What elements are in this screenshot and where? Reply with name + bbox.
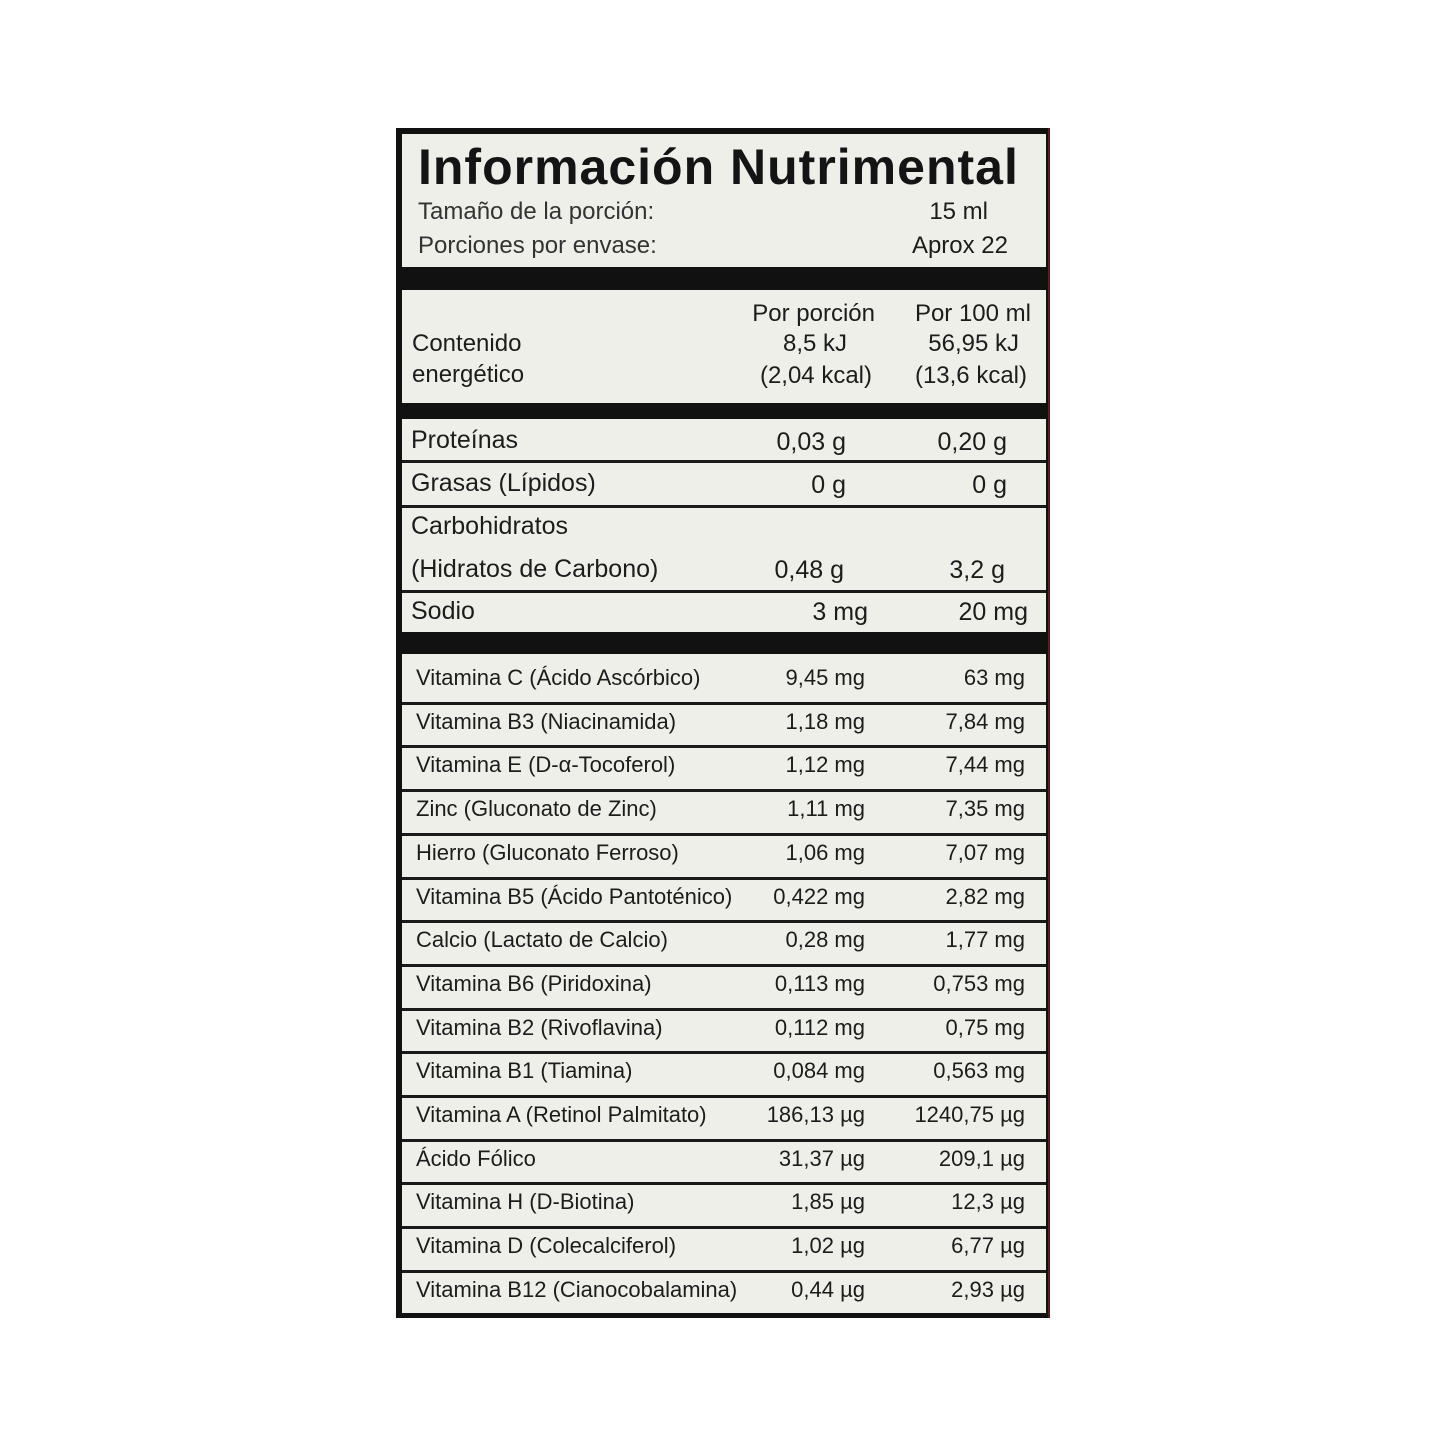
vitamin-name: Vitamina B12 (Cianocobalamina) xyxy=(416,1276,738,1302)
vitamin-portion: 1,06 mg xyxy=(785,839,865,865)
vitamin-100ml: 0,75 mg xyxy=(945,1014,1025,1040)
energy-100ml-kcal: (13,6 kcal) xyxy=(914,362,1027,389)
row-divider xyxy=(402,1008,1046,1011)
vitamin-portion: 0,44 µg xyxy=(791,1276,865,1302)
vitamin-name: Vitamina B5 (Ácido Pantoténico) xyxy=(416,883,733,909)
vitamin-name: Vitamina H (D-Biotina) xyxy=(416,1189,635,1215)
energy-portion-kcal: (2,04 kcal) xyxy=(759,362,872,389)
vitamin-name: Vitamina B2 (Rivoflavina) xyxy=(416,1014,663,1040)
vitamin-100ml: 2,93 µg xyxy=(951,1276,1025,1302)
fats-100ml: 0 g xyxy=(972,471,1007,499)
vitamin-portion: 0,084 mg xyxy=(773,1058,865,1084)
sodium-100ml: 20 mg xyxy=(958,598,1028,626)
sodium-name: Sodio xyxy=(411,597,475,625)
vitamin-name: Vitamina E (D-α-Tocoferol) xyxy=(416,752,676,778)
vitamin-portion: 31,37 µg xyxy=(778,1145,865,1171)
vitamin-portion: 9,45 mg xyxy=(785,665,865,690)
row-divider xyxy=(402,1139,1046,1142)
row-divider xyxy=(402,920,1046,923)
vitamin-portion: 0,112 mg xyxy=(774,1014,865,1040)
proteins-100ml: 0,20 g xyxy=(937,428,1007,456)
row-divider xyxy=(402,460,1046,463)
row-divider xyxy=(402,789,1046,792)
energy-label-line2: energético xyxy=(412,361,525,388)
row-divider xyxy=(402,877,1046,880)
vitamin-100ml: 7,07 mg xyxy=(945,839,1025,865)
vitamin-name: Vitamina C (Ácido Ascórbico) xyxy=(416,665,701,690)
row-divider xyxy=(402,1226,1046,1229)
row-divider xyxy=(402,964,1046,967)
fats-portion: 0 g xyxy=(811,471,846,499)
vitamin-name: Zinc (Gluconato de Zinc) xyxy=(416,796,657,822)
vitamin-100ml: 209,1 µg xyxy=(938,1145,1025,1171)
vitamin-portion: 0,113 mg xyxy=(774,970,865,996)
servings-label: Porciones por envase: xyxy=(418,232,657,259)
vitamin-name: Vitamina A (Retinol Palmitato) xyxy=(416,1102,707,1127)
row-divider xyxy=(402,702,1046,705)
row-divider xyxy=(402,1051,1046,1054)
carbs-name-line1: Carbohidratos xyxy=(411,512,569,540)
energy-label-line1: Contenido xyxy=(412,330,522,357)
col-header-100ml: Por 100 ml xyxy=(914,300,1031,327)
vitamin-100ml: 1240,75 µg xyxy=(914,1102,1025,1127)
proteins-name: Proteínas xyxy=(411,426,519,454)
vitamin-100ml: 1,77 mg xyxy=(945,927,1025,953)
vitamin-100ml: 63 mg xyxy=(963,665,1025,690)
carbs-portion: 0,48 g xyxy=(774,556,844,584)
row-divider xyxy=(402,1095,1046,1098)
sodium-portion: 3 mg xyxy=(812,598,868,626)
vitamin-100ml: 0,753 mg xyxy=(933,970,1025,996)
vitamin-portion: 1,11 mg xyxy=(787,796,865,822)
vitamin-name: Ácido Fólico xyxy=(416,1145,536,1171)
carbs-100ml: 3,2 g xyxy=(949,556,1005,584)
row-divider xyxy=(402,1182,1046,1185)
vitamin-portion: 1,18 mg xyxy=(785,708,865,734)
vitamin-name: Vitamina B3 (Niacinamida) xyxy=(416,708,677,734)
vitamin-portion: 1,02 µg xyxy=(791,1233,865,1259)
vitamin-portion: 1,12 mg xyxy=(785,752,865,778)
serving-size-label: Tamaño de la porción: xyxy=(418,198,655,225)
serving-size-value: 15 ml xyxy=(929,198,988,225)
servings-value: Aprox 22 xyxy=(911,232,1008,259)
proteins-portion: 0,03 g xyxy=(776,428,846,456)
label-title: Información Nutrimental xyxy=(418,139,1019,195)
fats-name: Grasas (Lípidos) xyxy=(411,469,596,497)
vitamin-name: Calcio (Lactato de Calcio) xyxy=(416,927,668,953)
vitamin-portion: 0,422 mg xyxy=(773,883,865,909)
row-divider xyxy=(402,833,1046,836)
row-divider xyxy=(402,745,1046,748)
vitamin-100ml: 12,3 µg xyxy=(951,1189,1025,1215)
vitamin-100ml: 7,84 mg xyxy=(945,708,1025,734)
carbs-name-line2: (Hidratos de Carbono) xyxy=(411,555,659,583)
vitamin-portion: 1,85 µg xyxy=(791,1189,865,1215)
row-divider xyxy=(402,590,1046,593)
vitamin-100ml: 0,563 mg xyxy=(933,1058,1025,1084)
vitamin-100ml: 6,77 µg xyxy=(951,1233,1025,1259)
vitamin-name: Hierro (Gluconato Ferroso) xyxy=(416,839,679,865)
energy-100ml-kj: 56,95 kJ xyxy=(928,330,1019,357)
vitamin-100ml: 7,35 mg xyxy=(945,796,1025,822)
vitamin-name: Vitamina B6 (Piridoxina) xyxy=(416,970,652,996)
vitamin-100ml: 7,44 mg xyxy=(945,752,1025,778)
row-divider xyxy=(402,1270,1046,1273)
col-header-portion: Por porción xyxy=(752,300,875,327)
row-divider xyxy=(402,505,1046,508)
energy-portion-kj: 8,5 kJ xyxy=(782,330,847,357)
vitamin-100ml: 2,82 mg xyxy=(945,883,1025,909)
vitamin-name: Vitamina D (Colecalciferol) xyxy=(416,1233,677,1259)
vitamin-portion: 186,13 µg xyxy=(766,1102,865,1127)
vitamin-name: Vitamina B1 (Tiamina) xyxy=(416,1058,633,1084)
vitamin-portion: 0,28 mg xyxy=(785,927,865,953)
